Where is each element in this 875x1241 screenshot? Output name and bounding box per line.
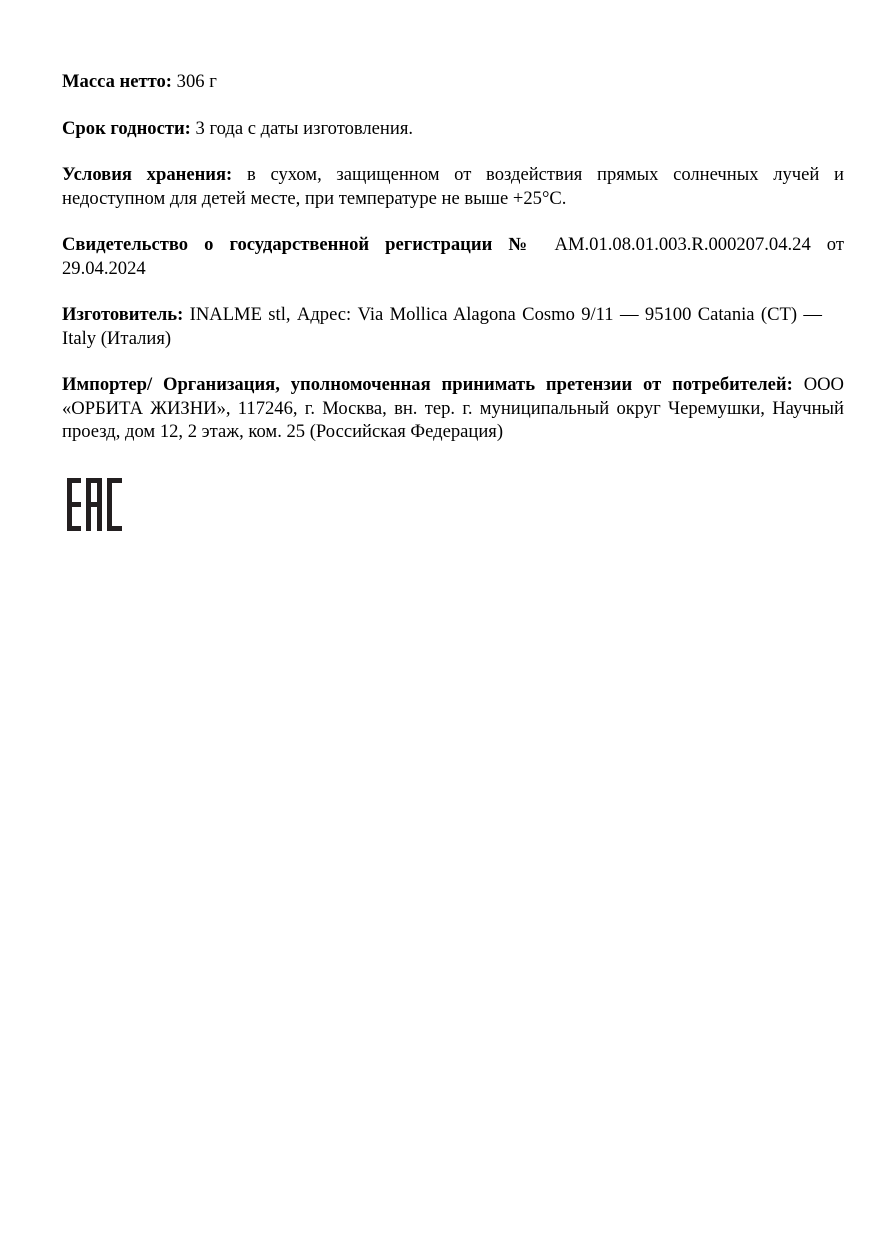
net-weight-label: Масса нетто: xyxy=(62,71,173,92)
importer-paragraph xyxy=(62,373,844,444)
registration-value: AM.01.08.01.003.R.000207.04.24 от 29.04.2024 xyxy=(62,234,844,279)
storage-label: Условия хранения: xyxy=(62,164,233,185)
importer-label: Импортер/ Организация, уполномоченная принимать претензии от потребителей: xyxy=(62,374,793,395)
shelf-life-label: Срок годности: xyxy=(62,117,191,139)
manufacturer-paragraph xyxy=(62,303,844,350)
manufacturer-label: Изготовитель: xyxy=(62,304,184,325)
product-label-document xyxy=(62,70,844,467)
eac-mark-icon xyxy=(67,478,122,531)
registration-paragraph xyxy=(62,233,844,280)
net-weight-paragraph xyxy=(62,70,844,94)
shelf-life-value: 3 года с даты изготовления. xyxy=(195,117,414,139)
storage-value: в сухом, защищенном от воздействия прямых солнечных лучей и недоступном для детей месте, при температуре не выше +25°C. xyxy=(62,164,845,209)
net-weight-value: 306 г xyxy=(176,71,217,92)
shelf-life-paragraph xyxy=(62,117,844,141)
manufacturer-address: INALME stl, Адрес: Via Mollica Alagona Cosmo 9/11 — 95100 Catania (CT) — xyxy=(189,304,822,325)
importer-value: ООО «ОРБИТА ЖИЗНИ», 117246, г. Москва, вн. тер. г. муниципальный округ Черемушки, Научный проезд, дом 12, 2 этаж, ком. 25 (Российская Федерация) xyxy=(62,374,844,442)
manufacturer-country: Italy (Италия) xyxy=(62,327,172,349)
storage-paragraph xyxy=(62,163,844,210)
registration-label: Свидетельство о государственной регистрации № xyxy=(62,234,539,255)
